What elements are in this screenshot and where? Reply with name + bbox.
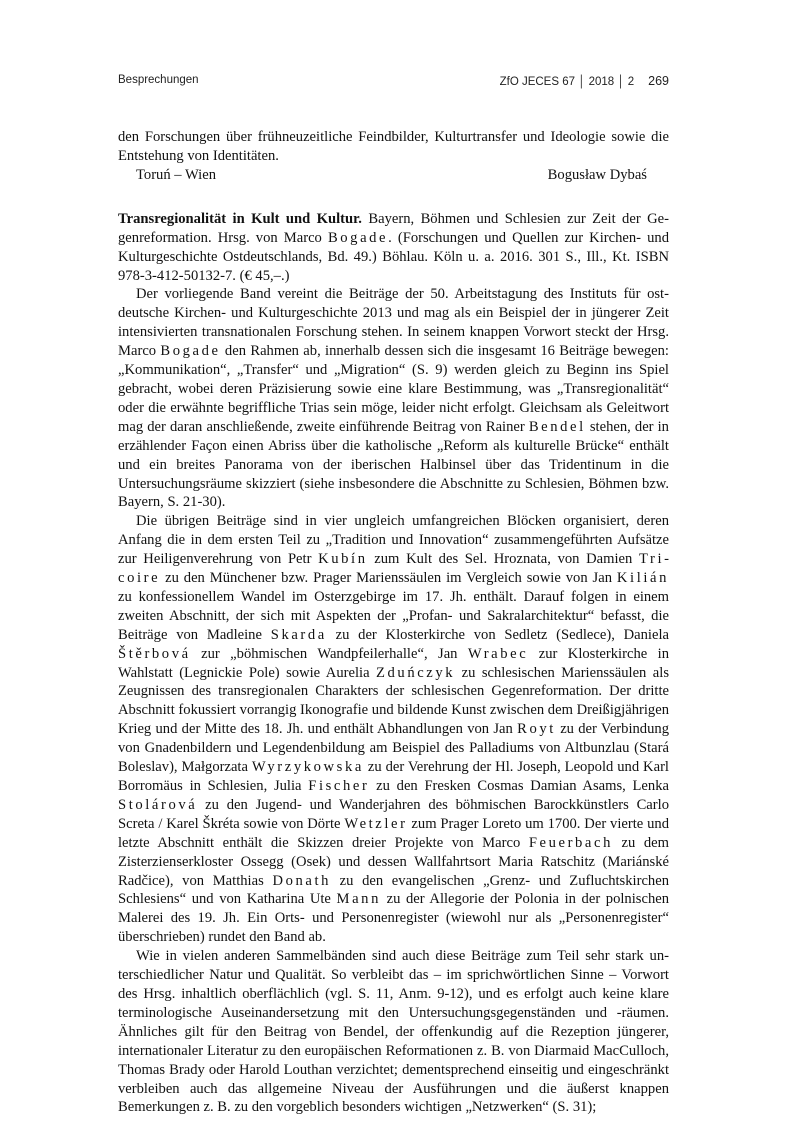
paragraph-text: zu den evangelischen „Grenz- und Zufluchtskirchen Schlesiens“ und von Katharina Ute [118,872,669,908]
paragraph-text: zu den Fresken Cosmas Damian Asams, Lenka [369,778,669,794]
author-name: Feuerbach [528,834,613,851]
review-bibliographic-heading [118,210,669,286]
author-name: Skarda [270,626,327,643]
paragraph-text: zum Prager Loreto um 1700. Der vierte und letzte Abschnitt enthält die Skizzen dreier Projekte von Marco [118,815,669,851]
author-name: Wrabec [467,645,529,662]
reviewer-name: Bogusław Dybaś [547,166,647,183]
journal-issue [500,74,669,88]
paragraph-text: zu der Verbindung von Gnadenbildern und Legendenbildung am Beispiel des Palladiums von Altbunzlau (Stará Boleslav), Małgorzata [118,721,669,776]
paragraph-text: zu der Verehrung der Hl. Joseph, Leopold und Karl Borromäus in Schlesien, Julia [118,759,669,794]
author-name: Kubín [318,551,368,568]
review-paragraph [118,947,669,1117]
paragraph-text: zu schlesischen Marienssäulen als Zeugnissen des transregionalen Charakters der schlesischen Gegenreformation. Der dritte Abschnitt fokussiert vorrangig Ikonografie und bildende Kunst zwischen dem Dreißigjährigen Krieg und der Mitte des 18. Jh. und enthält Abhandlungen von Jan [118,664,669,738]
author-name: Donath [272,872,331,889]
paragraph-text: Die übrigen Beiträge sind in vier ungleich umfangreichen Blöcken organisiert, deren Anfang die in dem ersten Teil zu „Tradition und Innovation“ zusammengeführten Aufsätze zur Heiligenverehrung von Petr [118,513,669,568]
author-name: Wetzler [344,815,408,832]
author-name: Bendel [528,418,586,435]
paragraph-text: zu der Klosterkirche von Sedletz (Sedlece), Daniela [326,626,669,643]
paragraph-text: Der vorliegende Band vereint die Beiträge der 50. Arbeitstagung des Instituts für ostdeutsche Kirchen- und Kulturgeschichte 2013 und mag als ein Beispiel der in jüngerer Zeit intensivierten transnationalen Forschung stehen. In seinem knappen Vorwort steckt der Hrsg. Marco [118,286,669,360]
book-bibliography: . (Forschungen und Quellen zur Kirchen- und Kulturgeschichte Ostdeutschlands, Bd. 49.) Böhlau. Köln u. a. 2016. 301 S., Ill., Kt. ISBN 978-3-412-50132-7. (€ 45,–.) [118,229,670,284]
paragraph-text: zu den Jugend- und Wanderjahren des böhmischen Barockkünstlers Carlo Screta / Karel Škréta sowie von Dörte [118,796,669,832]
author-name: Mann [336,891,381,908]
author-name: Tricoire [118,551,669,587]
book-subtitle: Bayern, Böhmen und Schlesien zur Zeit der Gegenreformation. Hrsg. von Marco [118,210,669,246]
paragraph-text: zu der Allegorie der Polonia in der polnischen Malerei des 19. Jh. Ein Orts- und Personenregister (wiewohl nur als „Personenregister“ überschrieben) rundet den Band ab. [118,891,670,946]
author-name: Fischer [308,778,370,794]
author-name: Royt [517,721,556,738]
reviewer-place: Toruń – Wien [136,166,216,183]
paragraph-text: zu dem Zisterzienserkloster Ossegg (Osek) und dessen Wallfahrtsort Maria Ratschitz (Mariánské Radčice), von Matthias [118,834,669,889]
paragraph-text: zu konfessionellem Wandel im Osterzgebirge im 17. Jh. enthält. Darauf folgen in einem zweiten Abschnitt, der sich mit Aspekten der „Profan- und Sakralarchitektur“ befasst, die Beiträge von Madleine [118,588,669,643]
paragraph-text: zur „böhmischen Wandpfeilerhalle“, Jan [190,645,468,662]
journal-citation: ZfO JECES 67 │ 2018 │ 2 [499,76,635,88]
paragraph-text: zu den Münchener bzw. Prager Marienssäulen im Vergleich sowie von Jan [160,570,617,587]
running-head [118,74,669,92]
author-name: Kilián [616,570,669,587]
section-title: Besprechungen [118,74,199,86]
paragraph-text: den Rahmen ab, innerhalb dessen sich die insgesamt 16 Beiträge bewegen: „Kommunikation“, „Transfer“ und „Migration“ (S. 9) werden gleich zu Beginn ins Spiel gebracht, wobei deren Präzisierung sowie eine klare Bestimmung, was „Transregionalität“ oder die erwähnte begriffliche Trias sein möge, leider nicht erfolgt. Gleichsam als Geleitwort mag der daran anschließende, zweite einführende Beitrag von Rainer [118,343,669,435]
review-paragraph [118,285,669,512]
paragraph-text: zum Kult des Sel. Hroznata, von Damien [367,551,639,568]
previous-review-closing: den Forschungen über frühneuzeitliche Feindbilder, Kulturtransfer und Ideologie sowie die Entstehung von Identitäten. [118,129,669,164]
author-name: Stolárová [118,796,198,813]
paragraph-text: stehen, der in erzählender Façon einen Abriss über die katholische „Reform als kulturelle Brücke“ enthält und ein breites Panorama von der iberischen Halbinsel über das Tridentinum in die Untersuchungsräume skizziert (siehe insbesondere die Abschnitte zu Schlesien, Böhmen bzw. Bayern, S. 21-30). [118,418,669,511]
review-paragraph [118,512,669,947]
author-name: Štěrbová [118,645,191,662]
author-name: Wyrzykowska [251,759,364,776]
page-number: 269 [648,74,669,88]
paragraph-text: Wie in vielen anderen Sammelbänden sind auch diese Beiträge zum Teil sehr stark unterschiedlicher Natur und Qualität. So verbleibt das – im sprichwörtlichen Sinne – Vorwort des Hrsg. inhaltlich oberflächlich (vgl. S. 11, Anm. 9-12), und es erfolgt auch keine klare terminologische Auseinandersetzung mit den Untersuchungsgegenständen und -räumen. Ähnliches gilt für den Beitrag von Bendel, der offenkundig auf die Rezeption jüngerer, internationaler Literatur zu den europäischen Reformationen z. B. von Diarmaid MacCulloch, Thomas Brady oder Harold Louthan verzichtet; dementsprechend einseitig und eingeschränkt verbleiben auch das allgemeine Niveau der Ausführungen und die äußerst knappen Bemerkungen z. B. zu den vorgeblich besonders wichtigen „Netzwerken“ (S. 31); [118,948,669,1116]
review-text [118,285,669,1117]
review-signoff [118,166,669,185]
book-editor: Bogade [327,229,389,246]
page-body [118,128,669,1117]
author-name: Bogade [160,343,221,360]
book-title: Transregionalität in Kult und Kultur. [118,210,362,227]
paragraph-text: zur Klosterkirche in Wahlstatt (Legnickie Pole) sowie Aurelia [118,645,669,681]
author-name: Zduńczyk [376,664,456,681]
